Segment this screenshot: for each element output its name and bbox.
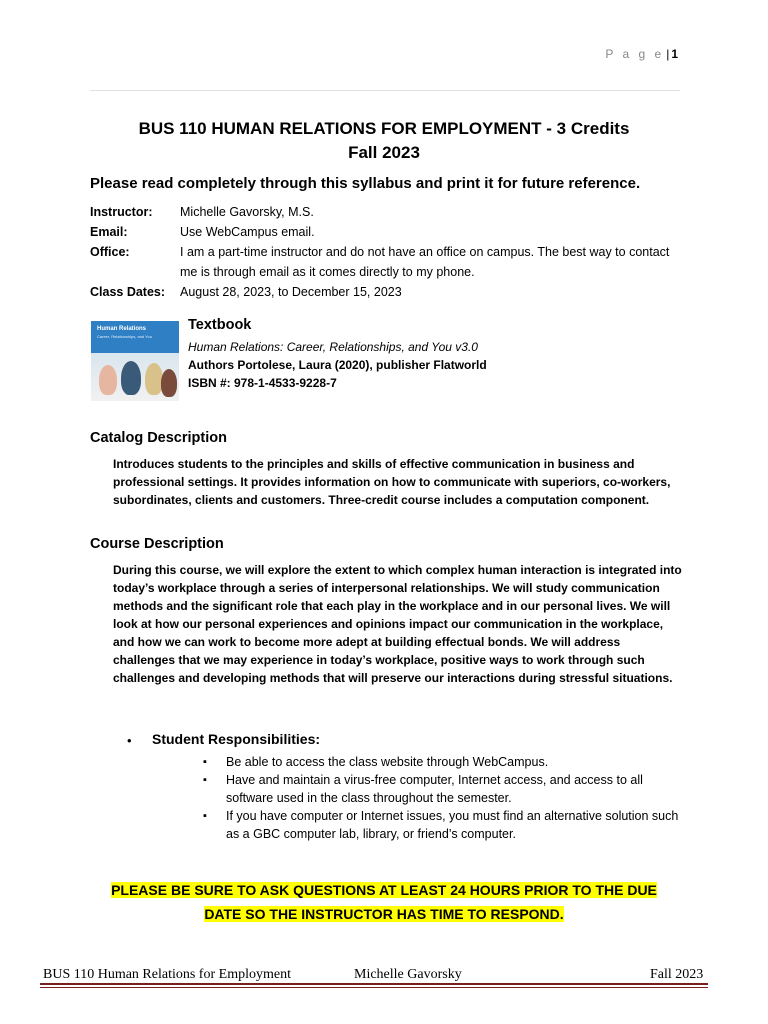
textbook-authors: Authors Portolese, Laura (2020), publisher Flatworld xyxy=(188,358,487,372)
textbook-details xyxy=(188,338,487,392)
cover-person xyxy=(121,361,141,395)
course-heading: Course Description xyxy=(90,536,224,552)
document-title xyxy=(60,117,708,165)
list-item: ▪ Have and maintain a virus-free computer, Internet access, and access to all software used in the class throughout the semester. xyxy=(203,771,693,807)
textbook-heading: Textbook xyxy=(188,317,252,333)
course-text: During this course, we will explore the extent to which complex human interaction is integrated into today’s workplace through a series of interpersonal relationships. We will study communication methods and the significant role that each play in the workplace and in our personal lives. We will look at how our personal experiences and opinions impact our communication in the workplace, and how we can work to become more adept at building effectual bonds. We will address challenges that we may experience in today’s workplace, positive ways to work through such challenges and developing methods that will preserve our interactions during stressful situations. xyxy=(113,563,682,685)
cover-subtitle: Career, Relationships, and You xyxy=(97,334,152,339)
info-key: Email: xyxy=(90,225,128,239)
responsibilities-heading: Student Responsibilities: xyxy=(152,731,321,747)
textbook-isbn: ISBN #: 978-1-4533-9228-7 xyxy=(188,376,337,390)
header-rule xyxy=(90,90,680,91)
deadline-notice xyxy=(90,878,678,926)
footer-instructor: Michelle Gavorsky xyxy=(354,967,462,982)
info-row-instructor xyxy=(90,202,690,222)
info-value: I am a part-time instructor and do not have an office on campus. The best way to contact me is through email as it comes directly to my phone. xyxy=(180,245,670,279)
info-value: August 28, 2023, to December 15, 2023 xyxy=(180,285,402,299)
title-line-1: BUS 110 HUMAN RELATIONS FOR EMPLOYMENT - 3 Credits xyxy=(138,119,630,138)
footer-course: BUS 110 Human Relations for Employment xyxy=(43,967,291,982)
info-row-email xyxy=(90,222,690,242)
cover-person xyxy=(161,369,177,397)
title-line-2: Fall 2023 xyxy=(348,143,420,162)
footer-term: Fall 2023 xyxy=(650,967,704,982)
info-value: Michelle Gavorsky, M.S. xyxy=(180,205,314,219)
footer-rule xyxy=(40,987,708,988)
lead-text: Please read completely through this syllabus and print it for future reference. xyxy=(90,175,641,192)
info-row-class-dates xyxy=(90,282,690,302)
info-block xyxy=(90,202,690,302)
list-item: ▪ If you have computer or Internet issues, you must find an alternative solution such as a GBC computer lab, library, or friend’s computer. xyxy=(203,807,693,843)
info-key: Instructor: xyxy=(90,205,153,219)
notice-line-1: PLEASE BE SURE TO ASK QUESTIONS AT LEAST 24 HOURS PRIOR TO THE DUE xyxy=(111,882,657,898)
cover-title: Human Relations xyxy=(97,326,147,332)
catalog-heading: Catalog Description xyxy=(90,430,227,446)
info-row-office xyxy=(90,242,690,282)
footer-rule xyxy=(40,983,708,985)
list-item: ▪ Be able to access the class website through WebCampus. xyxy=(203,753,693,771)
textbook-cover-image xyxy=(91,321,179,401)
page-number: P a g e | 1 xyxy=(605,47,678,61)
cover-person xyxy=(99,365,117,395)
info-key: Class Dates: xyxy=(90,285,166,299)
textbook-title: Human Relations: Career, Relationships, and You v3.0 xyxy=(188,340,478,354)
info-value: Use WebCampus email. xyxy=(180,225,315,239)
catalog-text: Introduces students to the principles and skills of effective communication in business and professional settings. It provides information on how to communicate with superiors, co-workers, subordinates, clients and customers. Three-credit course includes a computation component. xyxy=(113,457,671,507)
responsibilities-list xyxy=(203,753,693,843)
notice-line-2: DATE SO THE INSTRUCTOR HAS TIME TO RESPOND. xyxy=(204,906,564,922)
bullet-icon: • xyxy=(127,733,132,748)
info-key: Office: xyxy=(90,245,130,259)
